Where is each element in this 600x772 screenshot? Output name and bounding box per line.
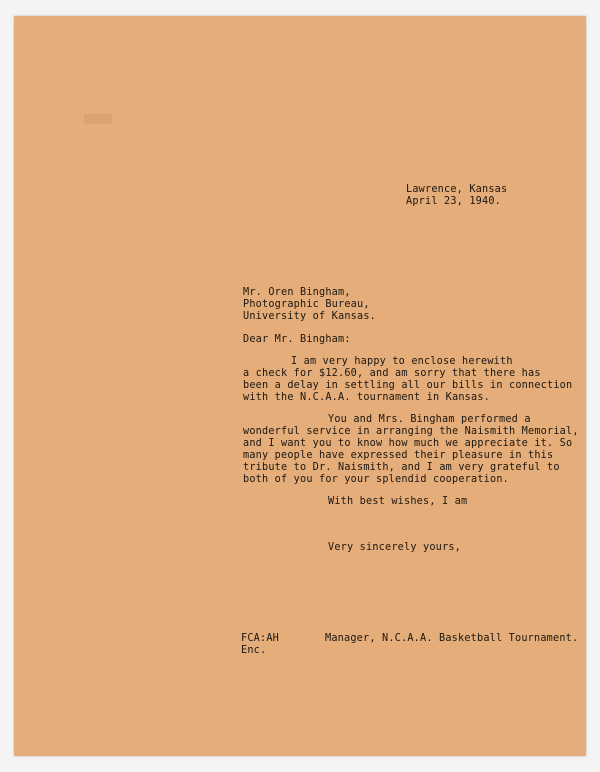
para2-line: wonderful service in arranging the Naismith Memorial, — [243, 426, 579, 437]
para2-line: You and Mrs. Bingham performed a — [328, 414, 531, 425]
faint-mark — [84, 114, 112, 124]
para2-line: tribute to Dr. Naismith, and I am very grateful to — [243, 462, 560, 473]
signature-title: Manager, N.C.A.A. Basketball Tournament. — [325, 633, 579, 644]
date-line: April 23, 1940. — [406, 196, 502, 207]
para2-line: many people have expressed their pleasure in this — [243, 450, 554, 461]
complimentary-close: Very sincerely yours, — [328, 542, 462, 553]
salutation: Dear Mr. Bingham: — [243, 334, 351, 345]
typist-initials: FCA:AH — [241, 633, 280, 644]
para1-line: with the N.C.A.A. tournament in Kansas. — [243, 392, 491, 403]
para1-line: I am very happy to enclose herewith — [291, 356, 513, 367]
recipient-name: Mr. Oren Bingham, — [243, 287, 351, 298]
letter-page — [14, 16, 586, 756]
para2-line: and I want you to know how much we appreciate it. So — [243, 438, 573, 449]
para1-line: been a delay in settling all our bills in connection — [243, 380, 573, 391]
para1-line: a check for $12.60, and am sorry that there has — [243, 368, 541, 379]
enclosure-note: Enc. — [241, 645, 267, 656]
recipient-institution: University of Kansas. — [243, 311, 377, 322]
para2-line: both of you for your splendid cooperation. — [243, 474, 510, 485]
recipient-office: Photographic Bureau, — [243, 299, 370, 310]
closing-line: With best wishes, I am — [328, 496, 468, 507]
place-line: Lawrence, Kansas — [406, 184, 508, 195]
